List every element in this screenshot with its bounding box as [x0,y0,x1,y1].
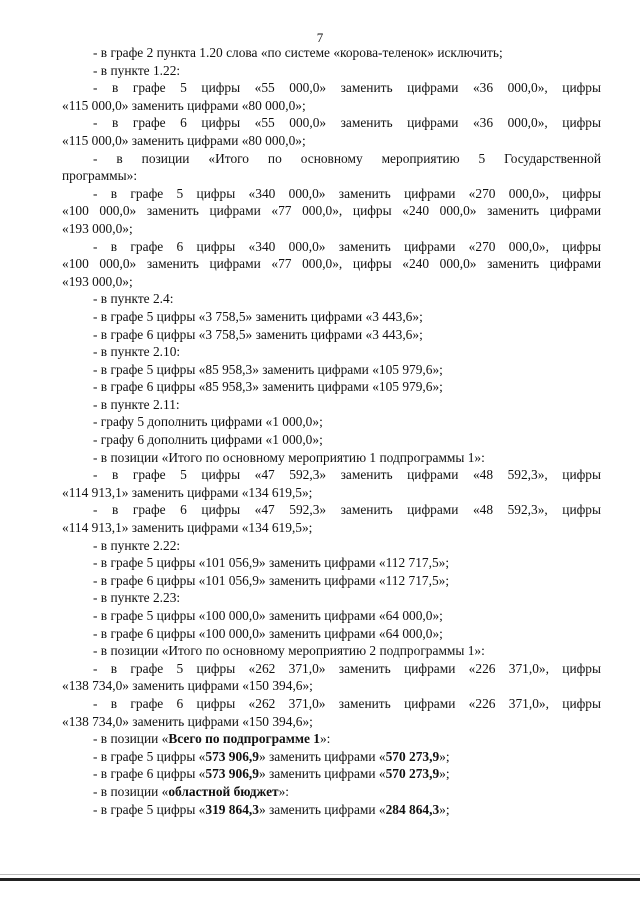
document-line: «115 000,0» заменить цифрами «80 000,0»; [62,97,306,113]
document-line: «100 000,0» заменить цифрами «77 000,0», цифры «240 000,0» заменить цифрами [62,203,601,219]
document-line: - в графе 6 цифры «262 371,0» заменить цифрами «226 371,0», цифры [93,695,601,711]
text-fragment: - в графе 6 цифры « [93,766,206,782]
document-line: - в графе 5 цифры «101 056,9» заменить цифрами «112 717,5»; [93,555,450,571]
text-fragment: »; [439,766,450,782]
document-line: - графу 6 дополнить цифрами «1 000,0»; [93,432,323,448]
document-line: - в пункте 2.4: [93,291,174,307]
bold-fragment: 284 864,3 [385,801,440,817]
document-line: - в графе 5 цифры «47 592,3» заменить цифрами «48 592,3», цифры [93,467,601,483]
document-line: - в пункте 2.10: [93,344,181,360]
text-fragment: - в графе 5 цифры « [93,801,206,817]
text-fragment: - в позиции « [93,731,169,747]
document-line: - в графе 6 цифры «85 958,3» заменить цифрами «105 979,6»; [93,379,443,395]
bold-fragment: 570 273,9 [385,748,440,764]
document-line: - в графе 2 пункта 1.20 слова «по системе «корова-теленок» исключить; [93,45,503,60]
document-line: «100 000,0» заменить цифрами «77 000,0», цифры «240 000,0» заменить цифрами [62,256,601,272]
bold-fragment: областной бюджет [168,783,279,799]
text-fragment: »; [439,748,450,764]
document-line: - в пункте 2.23: [93,590,181,606]
document-line: - в позиции «Итого по основному мероприятию 2 подпрограммы 1»: [93,643,485,659]
bold-fragment: 570 273,9 [385,766,440,782]
document-line: - в графе 6 цифры «3 758,5» заменить цифрами «3 443,6»; [93,326,423,342]
document-line: «138 734,0» заменить цифрами «150 394,6»; [62,678,313,694]
document-line [93,801,601,819]
bold-fragment: Всего по подпрограмме 1 [168,731,320,747]
document-line: «193 000,0»; [62,273,133,289]
text-fragment: - в позиции « [93,783,169,799]
page-number: 7 [316,30,324,45]
document-line: - в графе 6 цифры «47 592,3» заменить цифрами «48 592,3», цифры [93,502,601,518]
bold-fragment: 573 906,9 [205,748,259,764]
document-line [93,730,601,748]
document-line: - в графе 5 цифры «262 371,0» заменить цифрами «226 371,0», цифры [93,660,601,676]
text-fragment: »; [439,801,450,817]
document-line: «114 913,1» заменить цифрами «134 619,5»; [62,484,313,500]
document-line: - в графе 6 цифры «55 000,0» заменить цифрами «36 000,0», цифры [93,115,601,131]
document-line: - в графе 5 цифры «55 000,0» заменить цифрами «36 000,0», цифры [93,80,601,96]
text-fragment: » заменить цифрами « [258,801,386,817]
document-line: - в графе 5 цифры «340 000,0» заменить цифрами «270 000,0», цифры [93,185,601,201]
document-line: - в графе 6 цифры «100 000,0» заменить цифрами «64 000,0»; [93,625,443,641]
document-line: программы»: [62,168,138,184]
document-line: - в пункте 2.11: [93,396,180,412]
document-line: - в графе 5 цифры «85 958,3» заменить цифрами «105 979,6»; [93,361,443,377]
text-fragment: »: [278,783,290,799]
document-body [62,44,601,818]
amendment-list [62,44,601,730]
amendment-list-bold [93,730,601,818]
text-fragment: »: [319,731,331,747]
bottom-rule [0,878,640,881]
document-line: - в графе 5 цифры «3 758,5» заменить цифрами «3 443,6»; [93,308,423,324]
document-line: «193 000,0»; [62,220,133,236]
document-line: - в графе 6 цифры «101 056,9» заменить цифрами «112 717,5»; [93,572,450,588]
document-line [93,783,601,801]
text-fragment: » заменить цифрами « [258,748,386,764]
scan-edge-line [0,874,640,875]
document-line: - в графе 5 цифры «100 000,0» заменить цифрами «64 000,0»; [93,608,443,623]
document-line: - в графе 6 цифры «340 000,0» заменить цифрами «270 000,0», цифры [93,238,601,254]
document-line: «115 000,0» заменить цифрами «80 000,0»; [62,132,306,148]
text-fragment: - в графе 5 цифры « [93,748,206,764]
document-line: - в позиции «Итого по основному мероприятию 1 подпрограммы 1»: [93,449,485,465]
document-line [93,748,601,766]
text-fragment: » заменить цифрами « [258,766,386,782]
document-line: «138 734,0» заменить цифрами «150 394,6»; [62,713,313,729]
document-line: - в позиции «Итого по основному мероприятию 5 Государственной [93,150,601,166]
bold-fragment: 573 906,9 [205,766,259,782]
document-line: - в пункте 1.22: [93,62,181,78]
document-line: «114 913,1» заменить цифрами «134 619,5»; [62,520,313,536]
document-line [93,765,601,783]
document-line: - графу 5 дополнить цифрами «1 000,0»; [93,414,323,430]
bold-fragment: 319 864,3 [205,801,259,817]
document-line: - в пункте 2.22: [93,537,181,553]
